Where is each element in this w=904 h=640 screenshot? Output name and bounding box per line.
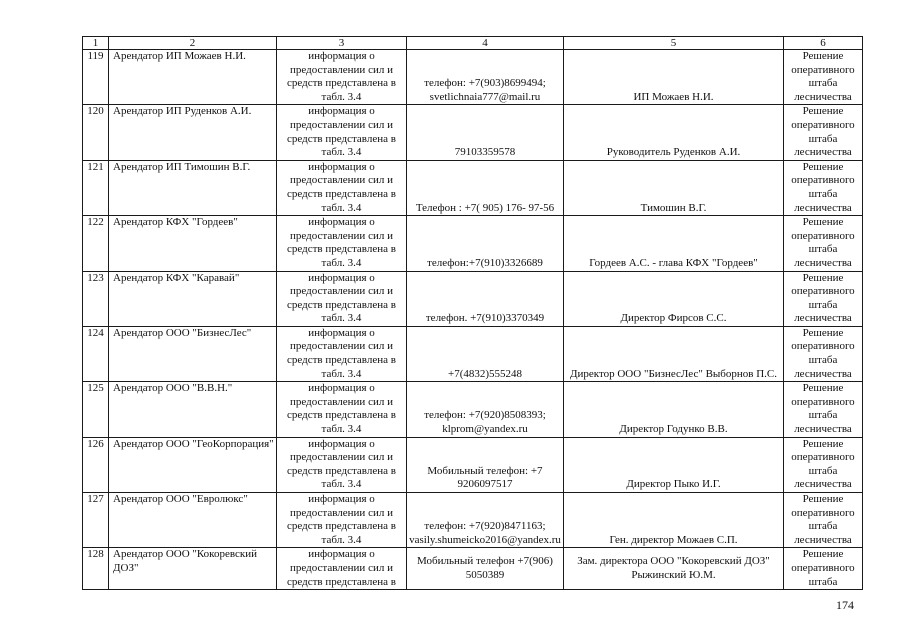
responsible-person: Гордеев А.С. - глава КФХ "Гордеев" [564, 216, 784, 271]
decision-cell: Решение оперативного штаба лесничества [784, 216, 863, 271]
table-row [83, 382, 863, 437]
row-number: 121 [83, 160, 109, 215]
table-row [83, 105, 863, 160]
tenant-name: Арендатор КФХ "Гордеев" [109, 216, 277, 271]
responsible-person: Директор Фирсов С.С. [564, 271, 784, 326]
row-number: 127 [83, 493, 109, 548]
responsible-person: Директор Годунко В.В. [564, 382, 784, 437]
decision-cell: Решение оперативного штаба [784, 548, 863, 590]
responsible-person: ИП Можаев Н.И. [564, 50, 784, 105]
decision-cell: Решение оперативного штаба лесничества [784, 382, 863, 437]
row-number: 124 [83, 326, 109, 381]
decision-cell: Решение оперативного штаба лесничества [784, 271, 863, 326]
column-header: 5 [564, 37, 784, 50]
info-cell: информация о предоставлении сил и средств представлена в табл. 3.4 [277, 216, 407, 271]
table-row [83, 326, 863, 381]
responsible-person: Руководитель Руденков А.И. [564, 105, 784, 160]
tenant-name: Арендатор ООО "Евролюкс" [109, 493, 277, 548]
info-cell: информация о предоставлении сил и средств представлена в табл. 3.4 [277, 493, 407, 548]
info-cell: информация о предоставлении сил и средств представлена в табл. 3.4 [277, 271, 407, 326]
document-table [82, 36, 863, 590]
info-cell: информация о предоставлении сил и средств представлена в табл. 3.4 [277, 160, 407, 215]
decision-cell: Решение оперативного штаба лесничества [784, 160, 863, 215]
tenant-name: Арендатор ООО "Кокоревский ДОЗ" [109, 548, 277, 590]
table-row [83, 216, 863, 271]
contact-cell: Мобильный телефон: +7 9206097517 [407, 437, 564, 492]
decision-cell: Решение оперативного штаба лесничества [784, 437, 863, 492]
column-header: 2 [109, 37, 277, 50]
info-cell: информация о предоставлении сил и средств представлена в табл. 3.4 [277, 326, 407, 381]
tenant-name: Арендатор ООО "БизнесЛес" [109, 326, 277, 381]
contact-cell: 79103359578 [407, 105, 564, 160]
info-cell: информация о предоставлении сил и средств представлена в табл. 3.4 [277, 437, 407, 492]
responsible-person: Зам. директора ООО "Кокоревский ДОЗ" Рыжинский Ю.М. [564, 548, 784, 590]
info-cell: информация о предоставлении сил и средств представлена в табл. 3.4 [277, 50, 407, 105]
contact-cell: телефон: +7(903)8699494; svetlichnaia777@mail.ru [407, 50, 564, 105]
table-row [83, 160, 863, 215]
responsible-person: Директор Пыко И.Г. [564, 437, 784, 492]
column-header: 1 [83, 37, 109, 50]
header-row [83, 37, 863, 50]
decision-cell: Решение оперативного штаба лесничества [784, 105, 863, 160]
contact-cell: Мобильный телефон +7(906) 5050389 [407, 548, 564, 590]
responsible-person: Директор ООО "БизнесЛес" Выборнов П.С. [564, 326, 784, 381]
row-number: 120 [83, 105, 109, 160]
column-header: 3 [277, 37, 407, 50]
info-cell: информация о предоставлении сил и средств представлена в [277, 548, 407, 590]
contact-cell: +7(4832)555248 [407, 326, 564, 381]
info-cell: информация о предоставлении сил и средств представлена в табл. 3.4 [277, 382, 407, 437]
row-number: 119 [83, 50, 109, 105]
decision-cell: Решение оперативного штаба лесничества [784, 326, 863, 381]
column-header: 6 [784, 37, 863, 50]
row-number: 122 [83, 216, 109, 271]
column-header: 4 [407, 37, 564, 50]
tenant-name: Арендатор ООО "В.В.Н." [109, 382, 277, 437]
decision-cell: Решение оперативного штаба лесничества [784, 493, 863, 548]
tenant-name: Арендатор ООО "ГеоКорпорация" [109, 437, 277, 492]
contact-cell: телефон:+7(910)3326689 [407, 216, 564, 271]
row-number: 123 [83, 271, 109, 326]
info-cell: информация о предоставлении сил и средств представлена в табл. 3.4 [277, 105, 407, 160]
page-number: 174 [836, 598, 854, 612]
tenant-name: Арендатор ИП Руденков А.И. [109, 105, 277, 160]
responsible-person: Тимошин В.Г. [564, 160, 784, 215]
row-number: 128 [83, 548, 109, 590]
table-row [83, 493, 863, 548]
row-number: 125 [83, 382, 109, 437]
table-row [83, 271, 863, 326]
table-row [83, 50, 863, 105]
table-row [83, 437, 863, 492]
decision-cell: Решение оперативного штаба лесничества [784, 50, 863, 105]
tenant-name: Арендатор ИП Можаев Н.И. [109, 50, 277, 105]
table-row [83, 548, 863, 590]
contact-cell: телефон: +7(920)8508393; klprom@yandex.ru [407, 382, 564, 437]
contact-cell: телефон: +7(920)8471163; vasily.shumeicko2016@yandex.ru [407, 493, 564, 548]
contact-cell: телефон. +7(910)3370349 [407, 271, 564, 326]
contact-cell: Телефон : +7( 905) 176- 97-56 [407, 160, 564, 215]
responsible-person: Ген. директор Можаев С.П. [564, 493, 784, 548]
tenant-name: Арендатор КФХ "Каравай" [109, 271, 277, 326]
row-number: 126 [83, 437, 109, 492]
tenant-name: Арендатор ИП Тимошин В.Г. [109, 160, 277, 215]
